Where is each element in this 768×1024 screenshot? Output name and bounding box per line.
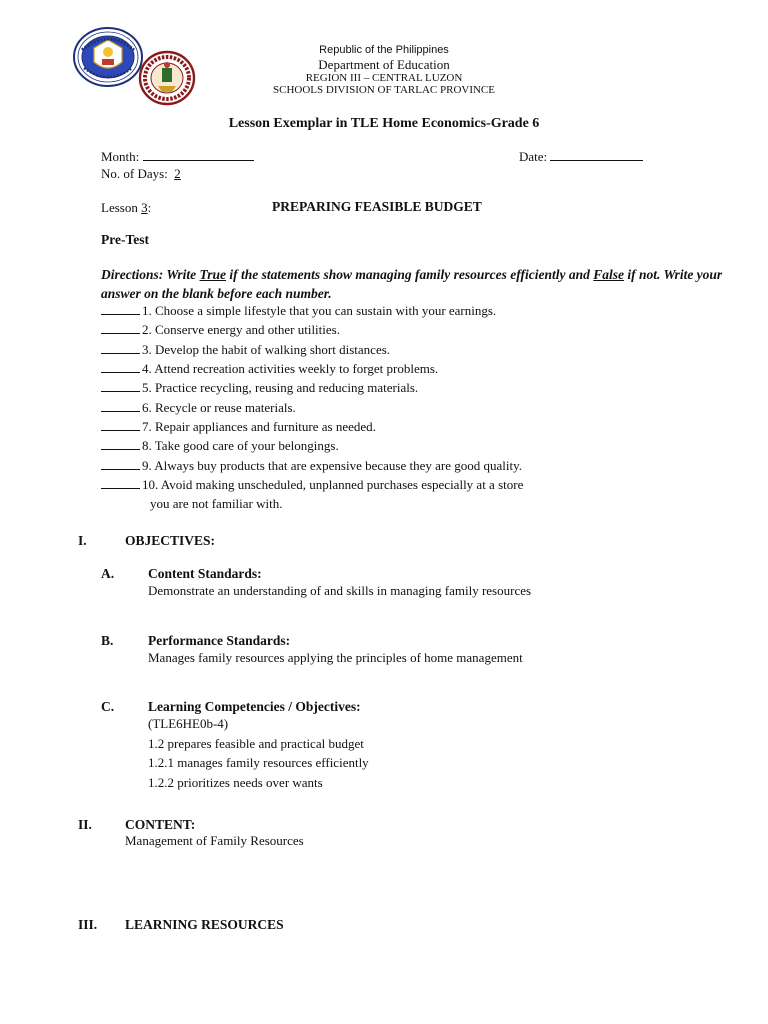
- lesson-colon: :: [147, 200, 152, 215]
- item-text: 2. Conserve energy and other utilities.: [142, 322, 340, 337]
- sub-a-letter: A.: [101, 566, 115, 581]
- item-text: 3. Develop the habit of walking short distances.: [142, 342, 391, 357]
- competency-line: 1.2.1 manages family resources efficiently: [148, 755, 369, 770]
- directions-text-1: Directions: Write: [101, 267, 200, 282]
- pretest-item: [101, 477, 523, 493]
- lesson-title: PREPARING FEASIBLE BUDGET: [272, 199, 482, 214]
- content-heading: CONTENT:: [125, 817, 196, 832]
- department-line: Department of Education: [318, 57, 450, 72]
- competency-line: 1.2 prepares feasible and practical budget: [148, 736, 364, 751]
- pretest-item: [101, 322, 340, 338]
- item-text: 6. Recycle or reuse materials.: [142, 400, 296, 415]
- answer-blank: [101, 477, 140, 489]
- month-label: Month:: [101, 149, 140, 164]
- learning-resources-heading: LEARNING RESOURCES: [125, 917, 284, 932]
- sub-b-letter: B.: [101, 633, 114, 648]
- days-field: [101, 166, 181, 182]
- objectives-heading: OBJECTIVES:: [125, 533, 216, 548]
- item-text: 1. Choose a simple lifestyle that you can sustain with your earnings.: [142, 303, 497, 318]
- directions-text-3: if not. Write your answer on the blank before each number.: [101, 267, 723, 301]
- region-line: REGION III – CENTRAL LUZON: [305, 72, 463, 84]
- answer-blank: [101, 458, 140, 470]
- directions: [101, 265, 723, 303]
- pretest-item: [101, 438, 339, 454]
- pretest-item: [101, 342, 390, 358]
- document-title: Lesson Exemplar in TLE Home Economics-Grade 6: [228, 116, 540, 131]
- answer-blank: [101, 303, 140, 315]
- pretest-item: [101, 380, 418, 396]
- item10-continuation: you are not familiar with.: [150, 496, 283, 511]
- sub-c-letter: C.: [101, 699, 115, 714]
- answer-blank: [101, 380, 140, 392]
- lesson-number: 3: [141, 200, 148, 215]
- item-text: 7. Repair appliances and furniture as needed.: [142, 419, 376, 434]
- content-standards-text: Demonstrate an understanding of and skills in managing family resources: [148, 583, 532, 598]
- days-label: No. of Days:: [101, 166, 168, 181]
- performance-standards-text: Manages family resources applying the principles of home management: [148, 650, 523, 665]
- item-text: 8. Take good care of your belongings.: [142, 438, 339, 453]
- item-text: 5. Practice recycling, reusing and reducing materials.: [142, 380, 419, 395]
- section-ii-numeral: II.: [78, 817, 92, 832]
- month-field: [101, 149, 254, 165]
- answer-blank: [101, 438, 140, 450]
- lesson-label: Lesson: [101, 200, 138, 215]
- pretest-item: [101, 419, 376, 435]
- pretest-item: [101, 400, 296, 416]
- date-field: [519, 149, 643, 165]
- month-blank: [143, 149, 254, 161]
- answer-blank: [101, 342, 140, 354]
- section-i-numeral: I.: [78, 533, 87, 548]
- competencies-heading: Learning Competencies / Objectives:: [148, 699, 361, 714]
- true-word: True: [199, 267, 227, 282]
- section-iii-numeral: III.: [78, 917, 98, 932]
- date-label: Date:: [519, 149, 548, 164]
- republic-line: Republic of the Philippines: [319, 44, 449, 56]
- pretest-item: [101, 303, 496, 319]
- performance-standards-heading: Performance Standards:: [148, 633, 291, 648]
- item-text: 10. Avoid making unscheduled, unplanned purchases especially at a store: [142, 477, 524, 492]
- item-text: 4. Attend recreation activities weekly to forget problems.: [142, 361, 439, 376]
- answer-blank: [101, 361, 140, 373]
- answer-blank: [101, 400, 140, 412]
- pretest-item: [101, 361, 438, 377]
- competency-line: 1.2.2 prioritizes needs over wants: [148, 775, 323, 790]
- item-text: 9. Always buy products that are expensive because they are good quality.: [142, 458, 523, 473]
- pretest-heading: Pre-Test: [101, 232, 149, 247]
- content-standards-heading: Content Standards:: [148, 566, 262, 581]
- division-line: SCHOOLS DIVISION OF TARLAC PROVINCE: [273, 84, 495, 96]
- answer-blank: [101, 322, 140, 334]
- answer-blank: [101, 419, 140, 431]
- content-text: Management of Family Resources: [125, 833, 304, 848]
- days-value: 2: [174, 166, 181, 181]
- directions-text-2: if the statements show managing family resources efficiently and: [226, 267, 594, 282]
- competency-code: (TLE6HE0b-4): [148, 716, 229, 731]
- false-word: False: [593, 267, 625, 282]
- pretest-item: [101, 458, 522, 474]
- lesson-number-line: [101, 200, 151, 216]
- date-blank: [550, 149, 643, 161]
